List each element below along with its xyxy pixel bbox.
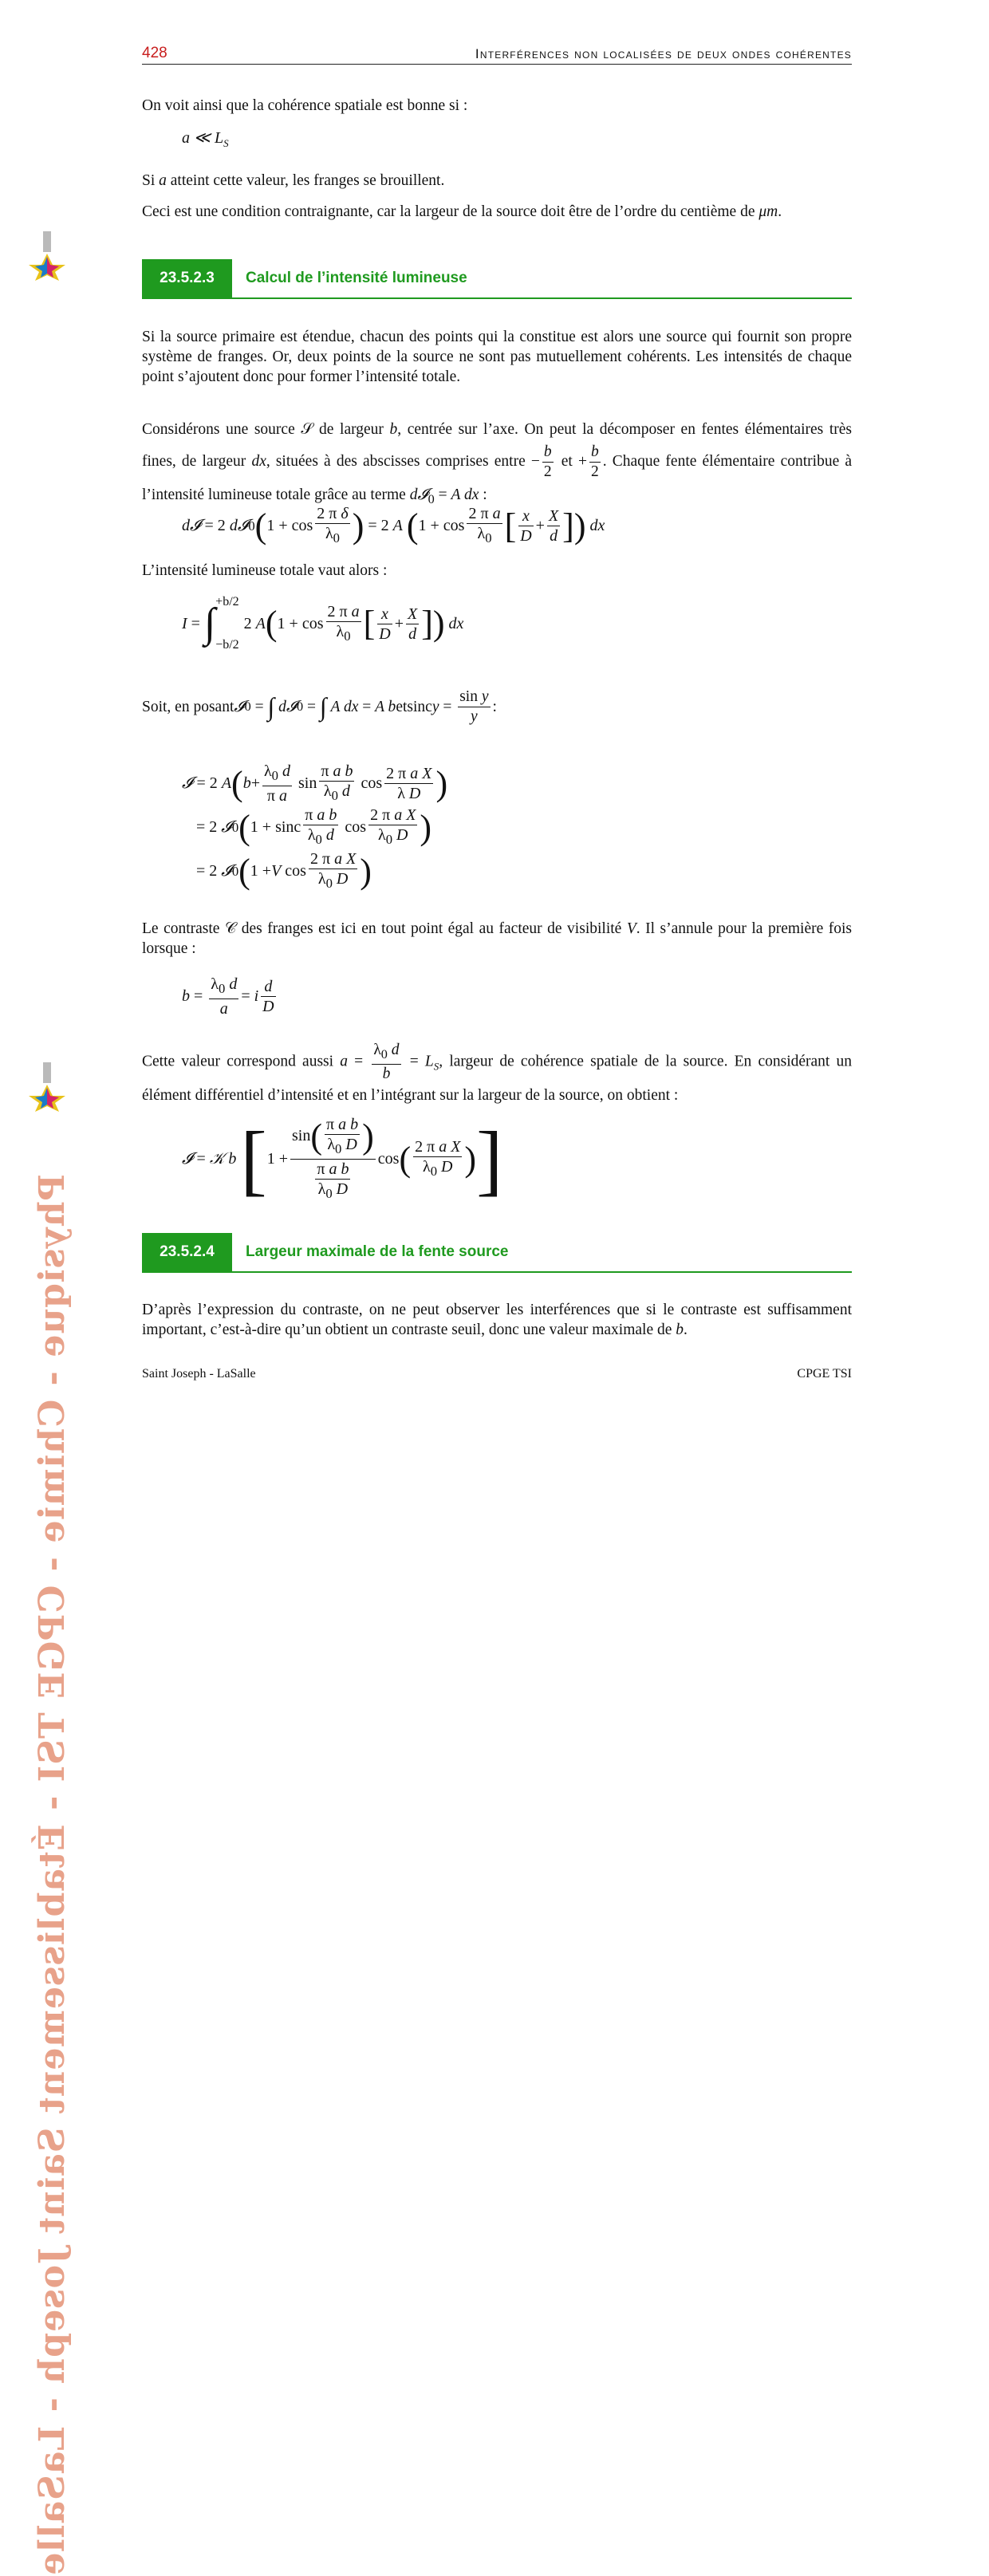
paragraph-1: On voit ainsi que la cohérence spatiale est bonne si : xyxy=(142,97,468,114)
school-logo-icon-bottom xyxy=(29,1061,65,1112)
paragraph-5: Considérons une source 𝒮 de largeur b, centrée sur l’axe. On peut la décomposer en fentes élémentaires très fines, de largeur dx, situées à des abscisses comprises entre − $\frac{b}{2}$ et + $\frac{b}{2}$ . Chaque fente élémentaire contribue à l’intensité lumineuse totale grâce au terme d𝓘$_0$ = A dx : xyxy=(142,421,853,506)
paragraph-4: Si la source primaire est étendue, chacun des points qui la constitue est alors une source qui fournit son propre système de franges. Or, deux points de la source ne sont pas mutuellement cohérents. Les intensités de chaque point s’ajoutent donc pour former l’intensité totale. xyxy=(142,329,852,385)
footer-right: CPGE TSI xyxy=(797,1367,852,1381)
equation-dI: d𝓘 = 2 d𝓘 0 ( 1 + cos 2 π δ $\lambda_0$ ) = 2 A ( 1 + cos 2 π a $\lambda_0$ [ x D + X d ]) dx xyxy=(182,505,605,546)
paragraph-7: Soit, en posant 𝓘 0 = ∫ d𝓘 0 = ∫ A dx = A b et sinc y = sin y y : xyxy=(142,688,497,725)
running-title: Interférences non localisées de deux ondes cohérentes xyxy=(475,46,852,61)
side-watermark-text: Physique - Chimie - CPGE TSI - Établissement Saint Joseph - LaSalle xyxy=(32,1174,73,2576)
paragraph-10: D’après l’expression du contraste, on ne peut observer les interférences que si le contraste est suffisamment important, c’est-à-dire qu’un obtient un contraste seuil, donc une valeur maximale de b. xyxy=(142,1302,852,1338)
paragraph-2: Si a atteint cette valeur, les franges se brouillent. xyxy=(142,172,445,189)
section-title: Calcul de l’intensité lumineuse xyxy=(246,270,467,286)
equation-I-final: 𝓘 = 𝒦 b [ 1 + sin( $\frac{\text{π a b}}{\lambda_0 D}$ ) $\frac{\text{π a b}}{\lambda_0 D}$ cos ( 2 π a X $\lambda_0$ D ) ] xyxy=(182,1114,503,1203)
section-heading-largeur xyxy=(142,1233,852,1273)
section-number: 23.5.2.3 xyxy=(142,259,232,297)
equation-coherence-condition: a ≪ $L_S$ xyxy=(182,129,229,149)
equation-b: b = $\lambda_0$ d a = i d D xyxy=(182,975,274,1018)
paragraph-9: Cette valeur correspond aussi a = $\frac{\lambda_0 d}{b}$ = $L_S$, largeur de cohérence spatiale de la source. En considérant un élément différentiel d’intensité et en l’intégrant sur la largeur de la source, on obtient : xyxy=(142,1042,853,1104)
paragraph-8: Le contraste 𝒞 des franges est ici en tout point égal au facteur de visibilité V. Il s’annule pour la première fois lorsque : xyxy=(142,920,853,957)
page-header xyxy=(142,45,852,64)
page-number: 428 xyxy=(142,45,167,61)
school-logo-icon xyxy=(29,230,65,281)
section-number: 23.5.2.4 xyxy=(142,1233,232,1271)
section-title: Largeur maximale de la fente source xyxy=(246,1243,509,1260)
equation-integral-I: I = ∫ +b/2 −b/2 2 A ( 1 + cos 2 π a $\lambda_0$ [ x D + X d ]) dx xyxy=(182,595,464,652)
footer-left: Saint Joseph - LaSalle xyxy=(142,1367,256,1381)
paragraph-3: Ceci est une condition contraignante, car la largeur de la source doit être de l’ordre du centième de μm. xyxy=(142,203,782,220)
section-heading-calcul xyxy=(142,259,852,299)
equation-I-system: 𝓘 = 2 A ( b + $\lambda_0$ d π a sin π a b $\lambda_0$ d cos 2 π a X λ D ) = 2 𝓘 0 ( 1 + sinc π a b $\lambda_0$ d cos 2 π a X $\lambda_0$ D ) = 2 𝓘 0 ( 1 + V cos 2 π a X $\lambda_0$ D ) xyxy=(182,762,448,891)
header-rule xyxy=(142,64,852,65)
paragraph-6: L’intensité lumineuse totale vaut alors : xyxy=(142,562,388,579)
